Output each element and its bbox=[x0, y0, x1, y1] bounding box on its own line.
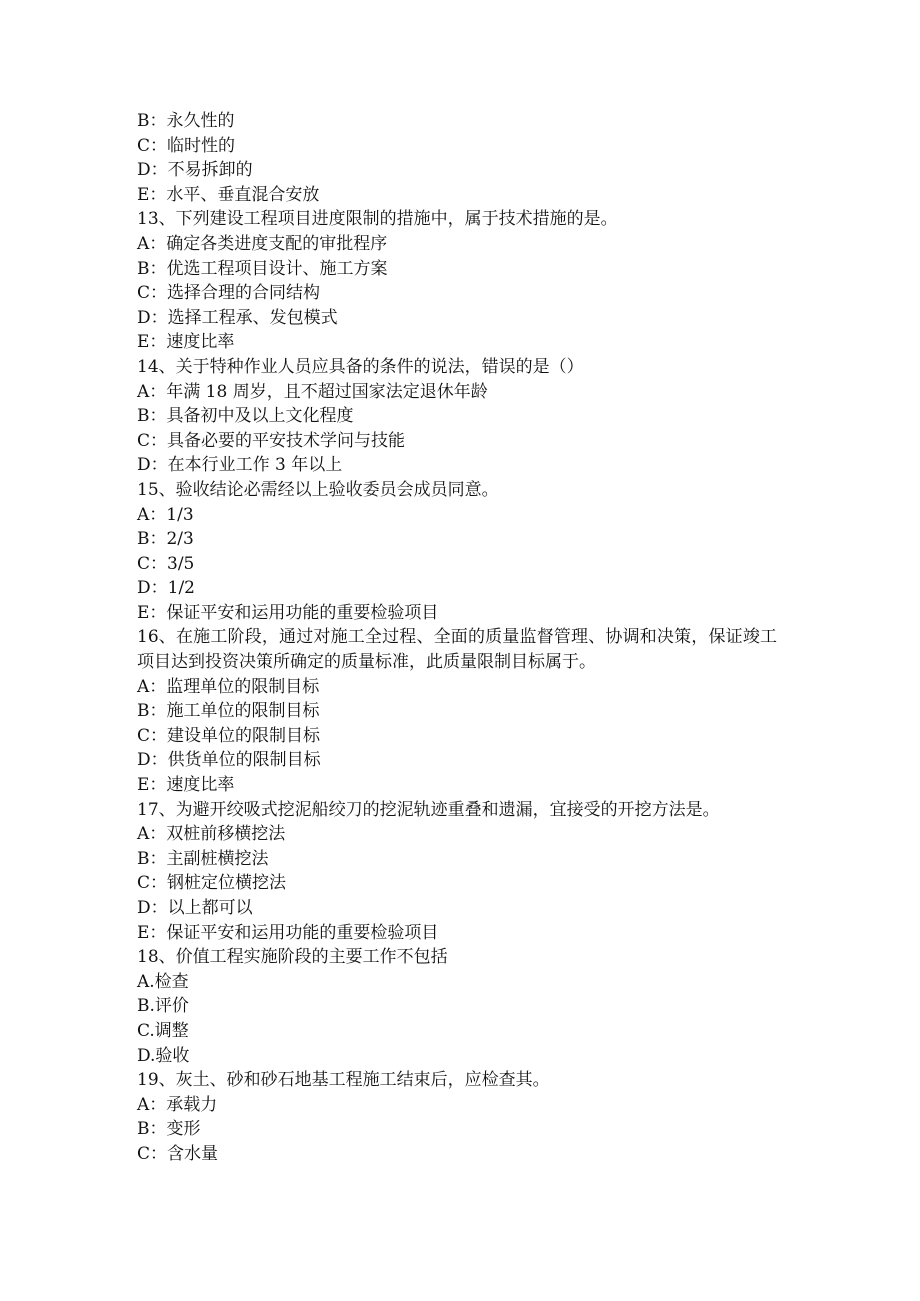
option-d: D.验收 bbox=[137, 1045, 190, 1066]
option-b: B：2/3 bbox=[137, 529, 194, 550]
question-14: 14、关于特种作业人员应具备的条件的说法，错误的是（） bbox=[137, 356, 584, 377]
option-a: A：确定各类进度支配的审批程序 bbox=[137, 233, 388, 254]
option-d: D：1/2 bbox=[137, 578, 195, 599]
option-b: B：永久性的 bbox=[137, 111, 235, 131]
question-15: 15、验收结论必需经以上验收委员会成员同意。 bbox=[137, 479, 499, 500]
option-a: A：年满 18 周岁，且不超过国家法定退休年龄 bbox=[137, 381, 488, 402]
option-d: D：选择工程承、发包模式 bbox=[137, 307, 338, 328]
option-c: C：临时性的 bbox=[137, 135, 236, 156]
option-d: D：供货单位的限制目标 bbox=[137, 750, 321, 771]
option-e: E：速度比率 bbox=[137, 775, 235, 796]
option-a: A：承载力 bbox=[137, 1094, 218, 1115]
option-c: C：3/5 bbox=[137, 553, 195, 574]
option-e: E：保证平安和运用功能的重要检验项目 bbox=[137, 602, 439, 623]
option-d: D：以上都可以 bbox=[137, 898, 253, 918]
option-e: E：速度比率 bbox=[137, 332, 235, 353]
question-list bbox=[137, 109, 777, 1167]
option-b: B：主副桩横挖法 bbox=[137, 848, 269, 869]
question-13: 13、下列建设工程项目进度限制的措施中，属于技术措施的是。 bbox=[137, 209, 618, 230]
option-a: A.检查 bbox=[137, 971, 189, 992]
option-b: B.评价 bbox=[137, 996, 189, 1017]
option-c: C.调整 bbox=[137, 1020, 189, 1041]
option-d: D：不易拆卸的 bbox=[137, 160, 253, 181]
option-c: C：建设单位的限制目标 bbox=[137, 725, 321, 746]
option-b: B：变形 bbox=[137, 1119, 201, 1140]
option-d: D：在本行业工作 3 年以上 bbox=[137, 455, 343, 476]
option-e: E：水平、垂直混合安放 bbox=[137, 184, 320, 205]
question-16: 16、在施工阶段，通过对施工全过程、全面的质量监督管理、协调和决策，保证竣工项目达到投资决策所确定的质量标准，此质量限制目标属于。 bbox=[137, 627, 777, 673]
option-c: C：含水量 bbox=[137, 1143, 219, 1164]
option-c: C：具备必要的平安技术学问与技能 bbox=[137, 430, 406, 451]
question-19: 19、灰土、砂和砂石地基工程施工结束后，应检查其。 bbox=[137, 1070, 550, 1091]
option-c: C：钢桩定位横挖法 bbox=[137, 873, 287, 894]
option-e: E：保证平安和运用功能的重要检验项目 bbox=[137, 922, 439, 943]
option-b: B：具备初中及以上文化程度 bbox=[137, 406, 354, 427]
question-18: 18、价值工程实施阶段的主要工作不包括 bbox=[137, 947, 448, 968]
option-b: B：施工单位的限制目标 bbox=[137, 701, 320, 722]
option-a: A：1/3 bbox=[137, 504, 194, 525]
option-c: C：选择合理的合同结构 bbox=[137, 283, 321, 304]
option-a: A：双桩前移横挖法 bbox=[137, 824, 286, 845]
option-b: B：优选工程项目设计、施工方案 bbox=[137, 258, 388, 279]
option-a: A：监理单位的限制目标 bbox=[137, 676, 320, 697]
question-17: 17、为避开绞吸式挖泥船绞刀的挖泥轨迹重叠和遗漏，宜接受的开挖方法是。 bbox=[137, 799, 720, 820]
